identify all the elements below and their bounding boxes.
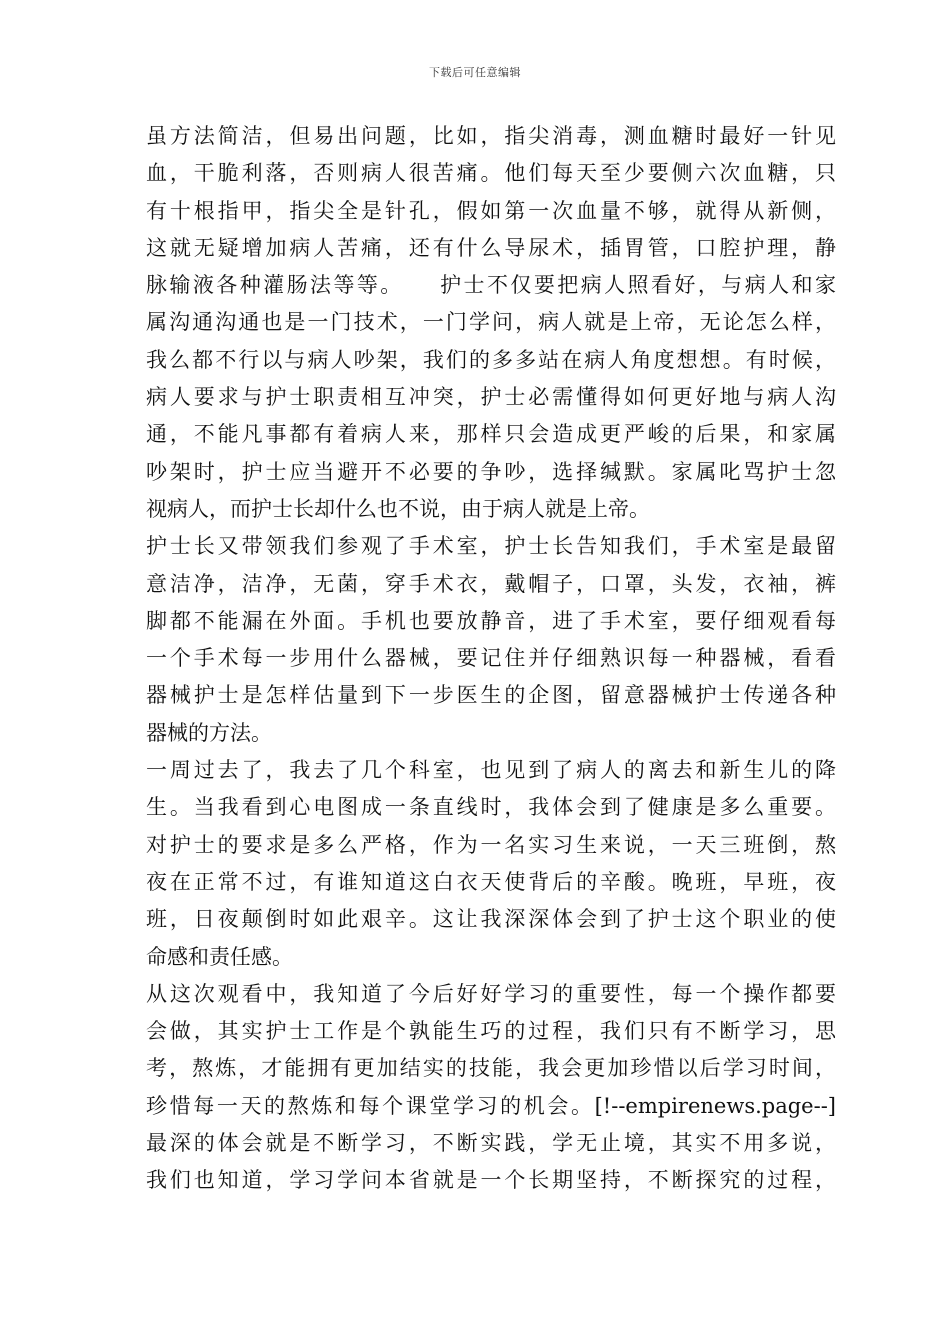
text-line: 器械的方法。: [146, 720, 272, 745]
text-line: 会做，其实护士工作是个孰能生巧的过程，我们只有不断学习，思: [146, 1019, 836, 1044]
text-line: 我么都不行以与病人吵架，我们的多多站在病人角度想想。有时候，: [146, 347, 836, 372]
text-line: 对护士的要求是多么严格，作为一名实习生来说，一天三班倒，熬: [146, 832, 836, 857]
text-line: 血，干脆利落，否则病人很苦痛。他们每天至少要侧六次血糖，只: [146, 161, 836, 186]
document-body: [146, 118, 836, 1200]
text-line: 病人要求与护士职责相互冲突，护士必需懂得如何更好地与病人沟: [146, 385, 836, 410]
text-line: 属沟通沟通也是一门技术，一门学问，病人就是上帝，无论怎么样，: [146, 310, 836, 335]
text-line: 从这次观看中，我知道了今后好好学习的重要性，每一个操作都要: [146, 981, 836, 1006]
text-line: 这就无疑增加病人苦痛，还有什么导尿术，插胃管，口腔护理，静: [146, 235, 836, 260]
text-line: 吵架时，护士应当避开不必要的争吵，选择缄默。家属叱骂护士忽: [146, 459, 836, 484]
text-line: 视病人，而护士长却什么也不说，由于病人就是上帝。: [146, 496, 650, 521]
text-line: 有十根指甲，指尖全是针孔，假如第一次血量不够，就得从新侧，: [146, 198, 836, 223]
text-line: 我们也知道，学习学问本省就是一个长期坚持，不断探究的过程，: [146, 1168, 836, 1193]
page-header: 下载后可任意编辑: [429, 66, 521, 79]
text-line: 虽方法简洁，但易出问题，比如，指尖消毒，测血糖时最好一针见: [146, 124, 836, 148]
text-line: 班，日夜颠倒时如此艰辛。这让我深深体会到了护士这个职业的使: [146, 907, 836, 932]
text-line: 考，熬炼，才能拥有更加结实的技能，我会更加珍惜以后学习时间，: [146, 1056, 836, 1081]
text-line: 脚都不能漏在外面。手机也要放静音，进了手术室，要仔细观看每: [146, 608, 836, 633]
text-line: 护士长又带领我们参观了手术室，护士长告知我们，手术室是最留: [146, 534, 836, 559]
text-line: 意洁净，洁净，无菌，穿手术衣，戴帽子，口罩，头发，衣袖，裤: [146, 571, 836, 596]
text-line: 通，不能凡事都有着病人来，那样只会造成更严峻的后果，和家属: [146, 422, 836, 447]
text-line: 命感和责任感。: [146, 944, 293, 969]
text-line: 器械护士是怎样估量到下一步医生的企图，留意器械护士传递各种: [146, 683, 836, 708]
text-line: 夜在正常不过，有谁知道这白衣天使背后的辛酸。晚班，早班，夜: [146, 869, 836, 894]
text-line: 一周过去了，我去了几个科室，也见到了病人的离去和新生儿的降: [146, 758, 836, 783]
text-line: 珍惜每一天的熬炼和每个课堂学习的机会。[!--empirenews.page--]: [146, 1093, 836, 1118]
text-line: 最深的体会就是不断学习，不断实践，学无止境，其实不用多说，: [146, 1131, 836, 1156]
text-line: 一个手术每一步用什么器械，要记住并仔细熟识每一种器械，看看: [146, 646, 836, 671]
text-line: 生。当我看到心电图成一条直线时，我体会到了健康是多么重要。: [146, 795, 836, 820]
text-line: 脉输液各种灌肠法等等。 护士不仅要把病人照看好，与病人和家: [146, 273, 836, 298]
